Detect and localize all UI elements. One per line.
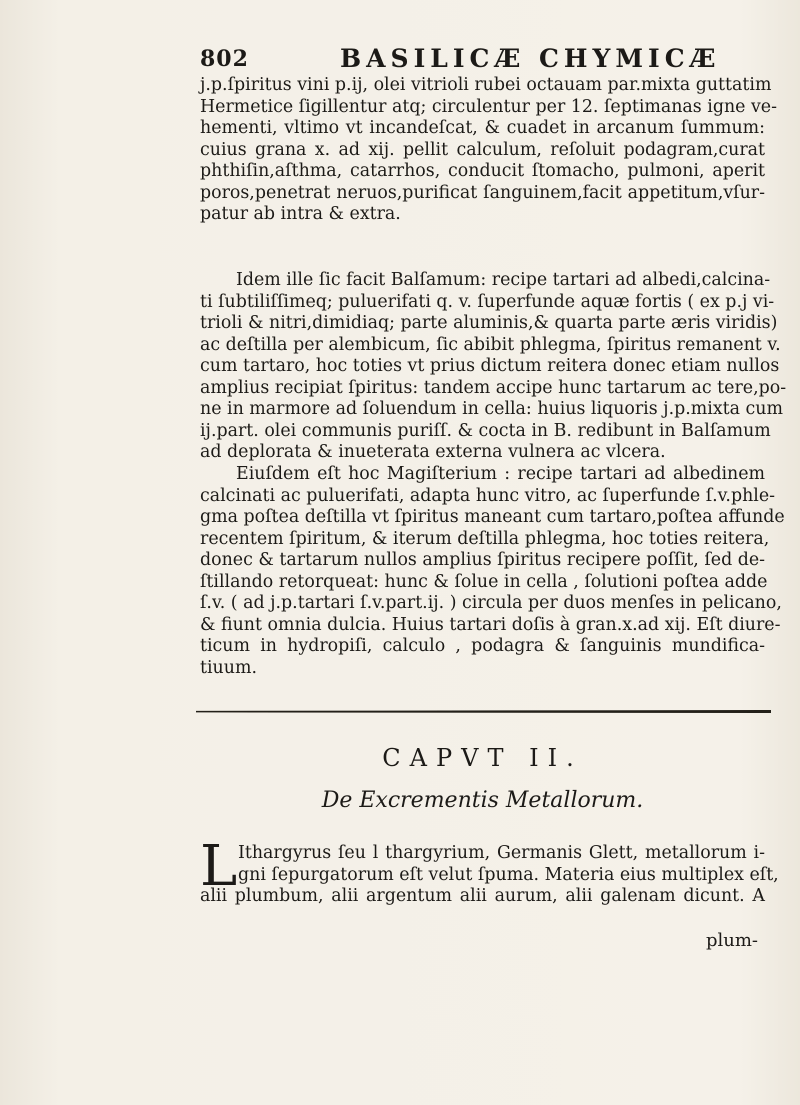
text-line: ad deplorata & inueterata externa vulnera ac vlcera. (200, 442, 666, 462)
catchword: plum- (705, 930, 758, 951)
text-line: Eiuſdem eſt hoc Magiſterium : recipe tartari ad albedinem (236, 464, 765, 484)
text-line: donec & tartarum nullos amplius ſpiritus recipere poſſit, ſed de- (200, 550, 766, 570)
text-line: amplius recipiat ſpiritus: tandem accipe hunc tartarum ac tere,po- (200, 377, 787, 398)
paragraph-1 (200, 75, 777, 226)
paragraph-2 (200, 270, 787, 464)
text-line: gma poſtea deſtilla vt ſpiritus maneant cum tartaro,poſtea affunde (200, 507, 785, 527)
text-line: cuius grana x. ad xij. pellit calculum, reſoluit podagram,curat (200, 139, 765, 160)
page-number: 802 (200, 46, 249, 72)
text-line: poros,penetrat neruos,purificat ſanguinem,facit appetitum,vſur- (200, 182, 765, 203)
paragraph-3 (200, 464, 785, 679)
text-line: ij.part. olei communis puriſſ. & cocta in B. redibunt in Balſamum (200, 420, 771, 441)
text-line: ac deſtilla per alembicum, ſic abibit phlegma, ſpiritus remanent v. (200, 334, 781, 355)
text-line: gni ſepurgatorum eſt velut ſpuma. Materia eius multiplex eſt, (238, 864, 779, 885)
text-line: calcinati ac puluerifati, adapta hunc vitro, ac ſuperfunde ſ.v.phle- (200, 485, 776, 506)
text-line: phthiſin,aſthma, catarrhos, conducit ſtomacho, pulmoni, aperit (200, 161, 765, 181)
text-line: Idem ille ſic facit Balſamum: recipe tartari ad albedi,calcina- (236, 270, 771, 290)
paragraph-4 (200, 834, 779, 908)
text-line: tiuum. (200, 657, 257, 678)
text-line: trioli & nitri,dimidiaq; parte aluminis,& quarta parte æris viridis) (200, 313, 778, 333)
text-line: ſtillando retorqueat: hunc & ſolue in cella , ſolutioni poſtea adde (200, 571, 768, 592)
drop-cap: L (200, 834, 238, 899)
text-line: alii plumbum, alii argentum alii aurum, alii galenam dicunt. A (200, 886, 765, 906)
text-line: cum tartaro, hoc toties vt prius dictum reitera donec etiam nullos (200, 356, 780, 376)
text-line: ti ſubtiliſſimeq; puluerifati q. v. ſuperfunde aquæ fortis ( ex p.j vi- (200, 291, 775, 312)
running-title: BASILICÆ CHYMICÆ (340, 44, 721, 73)
text-line: Ithargyrus ſeu l thargyrium, Germanis Glett, metallorum i- (238, 843, 765, 863)
text-line: Hermetice ſigillentur atq; circulentur per 12. ſeptimanas igne ve- (200, 96, 777, 117)
text-line: & fiunt omnia dulcia. Huius tartari doſis à gran.x.ad xij. Eſt diure- (200, 614, 781, 635)
text-line: ne in marmore ad ſoluendum in cella: huius liquoris j.p.mixta cum (200, 399, 783, 419)
text-line: ſ.v. ( ad j.p.tartari ſ.v.part.ij. ) circula per duos menſes in pelicano, (200, 593, 782, 613)
text-line: recentem ſpiritum, & iterum deſtilla phlegma, hoc toties reitera, (200, 528, 770, 549)
text-line: ticum in hydropiſi, calculo , podagra & ſanguinis mundifica- (200, 636, 765, 656)
text-line: hementi, vltimo vt incandeſcat, & cuadet in arcanum ſummum: (200, 118, 765, 138)
chapter-heading: CAPVT II. (382, 744, 583, 772)
chapter-subtitle: De Excrementis Metallorum. (321, 788, 644, 813)
text-line: j.p.ſpiritus vini p.ij, olei vitrioli rubei octauam par.mixta guttatim (200, 75, 772, 95)
section-divider-rule (196, 710, 771, 713)
page-header (200, 44, 740, 72)
text-line: patur ab intra & extra. (200, 204, 401, 224)
